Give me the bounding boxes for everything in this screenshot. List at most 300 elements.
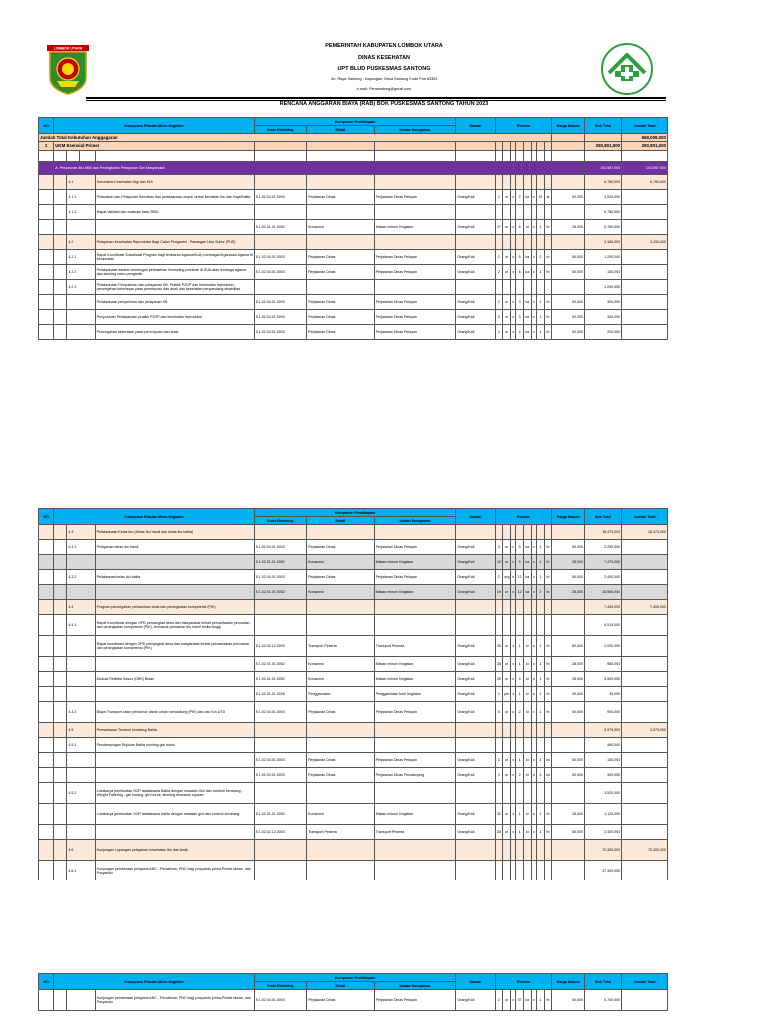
cell-kode-rekening bbox=[254, 175, 306, 190]
cell-rincian: 2 bbox=[516, 768, 524, 783]
cell-blank bbox=[39, 636, 54, 657]
cell-harga-satuan: 50,000 bbox=[552, 540, 585, 555]
cell-harga-satuan: 28,000 bbox=[552, 672, 585, 687]
cell-uraian bbox=[374, 600, 456, 615]
cell-rincian bbox=[503, 280, 511, 295]
cell-jumlah-total bbox=[622, 280, 668, 295]
cell-rincian: ka bbox=[523, 990, 531, 1011]
cell-rincian: x bbox=[510, 190, 515, 205]
cell-blank bbox=[39, 250, 54, 265]
cell-rincian: 1 bbox=[516, 753, 524, 768]
cell-harga-satuan bbox=[552, 235, 585, 250]
cell-satuan: Orang/Kali bbox=[456, 636, 495, 657]
cell-satuan: Orang/Kali bbox=[456, 265, 495, 280]
cell-rincian: x bbox=[531, 825, 536, 840]
cell-rincian: or bbox=[503, 753, 511, 768]
grand-total-value: 668,009,000 bbox=[622, 134, 668, 142]
cell-rincian: 1 bbox=[537, 265, 545, 280]
cell-rincian bbox=[523, 280, 531, 295]
cell-rincian: or bbox=[503, 657, 511, 672]
cell-blank bbox=[54, 540, 67, 555]
col-rincian: Rincian bbox=[495, 974, 552, 990]
cell-satuan bbox=[456, 738, 495, 753]
cell-rincian bbox=[503, 600, 511, 615]
cell-sub-total: 7,405,000 bbox=[585, 600, 622, 615]
cell-rincian: 1 bbox=[516, 804, 524, 825]
cell-item-no bbox=[67, 753, 95, 768]
cell-rincian: 35 bbox=[495, 657, 503, 672]
cell-satuan bbox=[456, 783, 495, 804]
cell-sub-total: 900,000 bbox=[585, 702, 622, 723]
cell-uraian bbox=[374, 738, 456, 753]
cell-sub-total: 3,520,000 bbox=[585, 783, 622, 804]
cell-blank bbox=[39, 702, 54, 723]
cell-rincian: 2 bbox=[495, 310, 503, 325]
cell-uraian: Perjalanan Dinas Pelayan bbox=[374, 570, 456, 585]
cell-rincian bbox=[537, 840, 545, 861]
cell-blank bbox=[54, 235, 67, 250]
cell-rincian bbox=[537, 861, 545, 881]
cell-rincian: ka bbox=[523, 540, 531, 555]
cell-item-no bbox=[67, 990, 95, 1011]
col-satuan: Satuan bbox=[456, 118, 495, 134]
col-jumlah-total: Jumlah Total bbox=[622, 509, 668, 525]
cell-rincian: pkt bbox=[503, 687, 511, 702]
cell-sub-total: 460,000 bbox=[585, 738, 622, 753]
col-jumlah-total: Jumlah Total bbox=[622, 974, 668, 990]
cell-rincian: ka bbox=[523, 570, 531, 585]
cell-rincian: kl bbox=[544, 190, 552, 205]
cell-rincian: ka bbox=[523, 555, 531, 570]
cell-satuan bbox=[456, 840, 495, 861]
cell-komponen: Biaya Transport calon pendonor darah untuk mendukung (PIK) dan dan Kin UTD bbox=[95, 702, 254, 723]
rab-table-page-1 bbox=[38, 117, 668, 415]
cell-satuan bbox=[456, 235, 495, 250]
cell-harga-satuan bbox=[552, 861, 585, 881]
program-total: 250,801,000 bbox=[622, 142, 668, 151]
cell-rincian bbox=[503, 783, 511, 804]
cell-harga-satuan: 28,000 bbox=[552, 804, 585, 825]
table-row bbox=[39, 250, 668, 265]
cell-satuan bbox=[456, 723, 495, 738]
cell-rincian: 2 bbox=[495, 295, 503, 310]
table-row bbox=[39, 687, 668, 702]
col-harga-satuan: Harga Satuan bbox=[552, 509, 585, 525]
table-row bbox=[39, 753, 668, 768]
cell-komponen bbox=[95, 555, 254, 570]
cell-rincian bbox=[537, 525, 545, 540]
cell-rincian bbox=[523, 783, 531, 804]
cell-rincian bbox=[516, 783, 524, 804]
cell-komponen: Pelacakan dan Pelaporan Kematian dan pelaksanaan otopsi verbal kematian Ibu dan Bayi/Balita bbox=[95, 190, 254, 205]
cell-blank bbox=[39, 295, 54, 310]
cell-rincian: kl bbox=[523, 804, 531, 825]
cell-item-no bbox=[67, 687, 95, 702]
cell-jumlah-total bbox=[622, 825, 668, 840]
cell-komponen: Kunjungan Lapangan pelayanan kesehatan Ibu dan Anak bbox=[95, 840, 254, 861]
cell-rincian: th bbox=[544, 825, 552, 840]
cell-rincian: 2 bbox=[537, 250, 545, 265]
cell-rincian: 1 bbox=[537, 540, 545, 555]
cell-satuan: Orang/Kali bbox=[456, 672, 495, 687]
table-row bbox=[39, 235, 668, 250]
cell-satuan bbox=[456, 600, 495, 615]
cell-rincian bbox=[544, 615, 552, 636]
table-row bbox=[39, 804, 668, 825]
cell-harga-satuan: 50,000 bbox=[552, 190, 585, 205]
cell-rincian: 2 bbox=[495, 265, 503, 280]
cell-rincian bbox=[495, 840, 503, 861]
cell-detail: Transport Peserta bbox=[307, 636, 375, 657]
cell-rincian: th bbox=[544, 540, 552, 555]
cell-rincian bbox=[523, 723, 531, 738]
cell-harga-satuan bbox=[552, 600, 585, 615]
cell-komponen bbox=[95, 657, 254, 672]
cell-rincian bbox=[495, 738, 503, 753]
cell-rincian: 1 bbox=[537, 555, 545, 570]
cell-rincian: kl bbox=[523, 768, 531, 783]
cell-rincian bbox=[537, 723, 545, 738]
cell-detail bbox=[307, 783, 375, 804]
cell-blank bbox=[54, 702, 67, 723]
cell-rincian: x bbox=[531, 768, 536, 783]
cell-uraian: Transport Peserta bbox=[374, 825, 456, 840]
cell-kode-rekening: 5.1.02.04.01.0003 bbox=[254, 702, 306, 723]
cell-blank bbox=[54, 753, 67, 768]
cell-rincian: x bbox=[531, 585, 536, 600]
cell-satuan: Orang/Kali bbox=[456, 250, 495, 265]
cell-blank bbox=[54, 672, 67, 687]
cell-detail: Perjalanan Dinas bbox=[307, 325, 375, 340]
gov-name: PEMERINTAH KABUPATEN LOMBOK UTARA bbox=[325, 43, 443, 49]
letterhead bbox=[0, 0, 768, 100]
cell-rincian: or bbox=[503, 190, 511, 205]
cell-rincian: ks bbox=[544, 768, 552, 783]
cell-rincian bbox=[523, 235, 531, 250]
cell-rincian bbox=[544, 600, 552, 615]
cell-blank bbox=[39, 753, 54, 768]
cell-rincian: x bbox=[531, 753, 536, 768]
cell-blank bbox=[54, 687, 67, 702]
cell-item-no: 4.4.1 bbox=[67, 615, 95, 636]
cell-rincian: or bbox=[503, 295, 511, 310]
cell-komponen: Pelaksanaan Kelas Ibu (Kelas Ibu hamil dan kelas ibu balita) bbox=[95, 525, 254, 540]
table-row bbox=[39, 295, 668, 310]
cell-rincian: 1 bbox=[516, 636, 524, 657]
cell-blank bbox=[54, 325, 67, 340]
cell-detail: Penggandaan bbox=[307, 687, 375, 702]
cell-rincian: ka bbox=[523, 295, 531, 310]
cell-rincian: or bbox=[503, 325, 511, 340]
cell-kode-rekening: 5.1.02.04.01.0003 bbox=[254, 295, 306, 310]
cell-blank bbox=[54, 190, 67, 205]
cell-detail bbox=[307, 235, 375, 250]
cell-rincian bbox=[544, 861, 552, 881]
cell-item-no bbox=[67, 825, 95, 840]
cell-harga-satuan bbox=[552, 175, 585, 190]
cell-blank bbox=[39, 804, 54, 825]
cell-uraian: Perjalanan Dinas Pelayan bbox=[374, 325, 456, 340]
cell-komponen bbox=[95, 687, 254, 702]
cell-rincian bbox=[544, 783, 552, 804]
cell-rincian: x bbox=[531, 325, 536, 340]
col-komponen: Komponen Rincian Menu Kegiatan bbox=[54, 974, 255, 990]
cell-rincian: kl bbox=[523, 220, 531, 235]
cell-item-no: 4.2.1 bbox=[67, 250, 95, 265]
cell-jumlah-total: 6,780,000 bbox=[622, 175, 668, 190]
section3-rows bbox=[39, 990, 668, 1011]
cell-item-no bbox=[67, 295, 95, 310]
col-no: NO bbox=[39, 118, 54, 134]
cell-rincian: or bbox=[503, 702, 511, 723]
cell-uraian bbox=[374, 861, 456, 881]
cell-rincian bbox=[495, 525, 503, 540]
cell-rincian: or bbox=[503, 768, 511, 783]
cell-rincian: ka bbox=[523, 250, 531, 265]
cell-blank bbox=[39, 723, 54, 738]
grand-total-label: Jumlah Total Kebutuhan Anggagaran bbox=[39, 134, 552, 142]
cell-rincian bbox=[516, 861, 524, 881]
col-detail: Detail bbox=[307, 126, 375, 134]
cell-rincian: 30 bbox=[495, 825, 503, 840]
cell-rincian: x bbox=[531, 702, 536, 723]
cell-rincian: 3 bbox=[537, 768, 545, 783]
cell-komponen: Kunjungan pemberaan pelayana ANC , Persalinan, PNC bagi posyandu prima,Prioita rawan, dan Posyandu bbox=[95, 990, 254, 1011]
cell-rincian bbox=[523, 615, 531, 636]
col-harga-satuan: Harga Satuan bbox=[552, 974, 585, 990]
cell-jumlah-total bbox=[622, 702, 668, 723]
cell-blank bbox=[39, 783, 54, 804]
cell-jumlah-total: 7,405,000 bbox=[622, 600, 668, 615]
table-row bbox=[39, 325, 668, 340]
cell-blank bbox=[39, 585, 54, 600]
cell-rincian: x bbox=[510, 657, 515, 672]
table-row bbox=[39, 220, 668, 235]
address: Jln. Raya Santong - Kayangan, Desa Santong Kode Pos 83353 bbox=[330, 77, 438, 81]
document-title: RENCANA ANGGARAN BIAYA (RAB) BOK PUSKESMAS SANTONG TAHUN 2023 bbox=[279, 101, 489, 107]
table-row bbox=[39, 265, 668, 280]
cell-rincian bbox=[503, 205, 511, 220]
cell-jumlah-total bbox=[622, 738, 668, 753]
cell-blank bbox=[39, 205, 54, 220]
cell-jumlah-total: 3,979,000 bbox=[622, 723, 668, 738]
cell-rincian: x bbox=[531, 265, 536, 280]
col-detail: Detail bbox=[307, 982, 375, 990]
cell-harga-satuan bbox=[552, 525, 585, 540]
col-rincian: Rincian bbox=[495, 509, 552, 525]
col-harga-satuan: Harga Satuan bbox=[552, 118, 585, 134]
cell-rincian: 2 bbox=[495, 570, 503, 585]
cell-rincian: x bbox=[510, 295, 515, 310]
cell-rincian: 2 bbox=[537, 585, 545, 600]
cell-rincian: kl bbox=[523, 636, 531, 657]
cell-satuan: Orang/Kali bbox=[456, 555, 495, 570]
cell-blank bbox=[39, 555, 54, 570]
table-row bbox=[39, 840, 668, 861]
cell-uraian: Makan minum Kegiatan bbox=[374, 585, 456, 600]
cell-rincian: x bbox=[510, 687, 515, 702]
cell-blank bbox=[54, 804, 67, 825]
cell-rincian bbox=[537, 600, 545, 615]
cell-item-no: 4.2 bbox=[67, 235, 95, 250]
cell-kode-rekening: 5.1.02.01.01.0052 bbox=[254, 585, 306, 600]
cell-rincian: x bbox=[510, 325, 515, 340]
cell-item-no: 4.6.1 bbox=[67, 861, 95, 881]
cell-blank bbox=[54, 738, 67, 753]
cell-harga-satuan: 50,000 bbox=[552, 702, 585, 723]
cell-kode-rekening: 5.1.02.04.01.0003 bbox=[254, 570, 306, 585]
cell-uraian: Penggandaan form kegiatan bbox=[374, 687, 456, 702]
cell-rincian: or bbox=[503, 672, 511, 687]
cell-detail bbox=[307, 525, 375, 540]
subprogram-label: A. Penurunan AKI AKB dan Peningkatan Pelayanan Gizi Masyarakat bbox=[54, 162, 552, 175]
cell-satuan: Orang/Kali bbox=[456, 657, 495, 672]
cell-satuan: Orang/Kali bbox=[456, 990, 495, 1011]
cell-rincian: th bbox=[544, 687, 552, 702]
cell-komponen bbox=[95, 220, 254, 235]
cell-rincian: 1 bbox=[516, 825, 524, 840]
cell-jumlah-total bbox=[622, 636, 668, 657]
cell-item-no: 4.4.2 bbox=[67, 702, 95, 723]
cell-rincian: kl bbox=[523, 687, 531, 702]
cell-komponen: Pelayanan kelas ibu hamil bbox=[95, 540, 254, 555]
cell-uraian: Makan minum Kegiatan bbox=[374, 804, 456, 825]
cell-rincian bbox=[495, 175, 503, 190]
cell-blank bbox=[39, 768, 54, 783]
cell-satuan bbox=[456, 175, 495, 190]
cell-kode-rekening: 5.1.02.01.01.0052 bbox=[254, 657, 306, 672]
cell-rincian: x bbox=[510, 825, 515, 840]
cell-rincian bbox=[516, 525, 524, 540]
cell-jumlah-total bbox=[622, 295, 668, 310]
cell-rincian bbox=[523, 840, 531, 861]
table-row bbox=[39, 768, 668, 783]
cell-rincian: x bbox=[510, 540, 515, 555]
table-row bbox=[39, 990, 668, 1011]
cell-uraian: Perjalanan Dinas Pelayan bbox=[374, 753, 456, 768]
cell-blank bbox=[54, 768, 67, 783]
cell-rincian: th bbox=[544, 325, 552, 340]
cell-rincian: x bbox=[510, 768, 515, 783]
cell-harga-satuan bbox=[552, 280, 585, 295]
table-row bbox=[39, 310, 668, 325]
cell-sub-total: 15,960,000 bbox=[585, 585, 622, 600]
col-uraian: Uraian Komponen bbox=[374, 982, 456, 990]
cell-item-no bbox=[67, 555, 95, 570]
cell-uraian: Perjalanan Dinas Pelayan bbox=[374, 310, 456, 325]
cell-rincian: 5 bbox=[516, 540, 524, 555]
cell-komponen: Kunjungan pemberaan pelayana ANC , Persalinan, PNC bagi posyandu prima,Prioita rawan, dan Posyandu bbox=[95, 861, 254, 881]
cell-rincian: 10 bbox=[537, 190, 545, 205]
cell-jumlah-total bbox=[622, 768, 668, 783]
cell-komponen: Lokakarya pembuatan SOP tatalaksana Balita dengan masalah Gizi dan tumbuh kembang : Weight Faltering , gizi kurang, gizi buruk, stunting termasuk rujukan bbox=[95, 783, 254, 804]
table-row bbox=[39, 585, 668, 600]
cell-uraian: Makan minum Kegiatan bbox=[374, 220, 456, 235]
cell-harga-satuan: 39,000 bbox=[552, 687, 585, 702]
cell-kode-rekening bbox=[254, 205, 306, 220]
cell-rincian bbox=[495, 615, 503, 636]
cell-uraian bbox=[374, 235, 456, 250]
cell-rincian: 1 bbox=[495, 753, 503, 768]
cell-item-no: 4.5 bbox=[67, 723, 95, 738]
cell-item-no: 4.3 bbox=[67, 525, 95, 540]
col-sub-total: Sub Total bbox=[585, 974, 622, 990]
table-row bbox=[39, 783, 668, 804]
cell-sub-total: 1,000,000 bbox=[585, 190, 622, 205]
cell-jumlah-total bbox=[622, 220, 668, 235]
col-no: NO bbox=[39, 509, 54, 525]
cell-satuan: Orang/Kali bbox=[456, 310, 495, 325]
cell-kode-rekening bbox=[254, 861, 306, 881]
cell-sub-total: 37,300,000 bbox=[585, 861, 622, 881]
cell-blank bbox=[39, 175, 54, 190]
cell-rincian: x bbox=[531, 310, 536, 325]
cell-satuan: Orang/Kali bbox=[456, 753, 495, 768]
cell-komponen bbox=[95, 768, 254, 783]
cell-rincian: 3 bbox=[516, 295, 524, 310]
cell-rincian: 5 bbox=[516, 555, 524, 570]
cell-satuan: Orang/Kali bbox=[456, 585, 495, 600]
cell-rincian: th bbox=[544, 555, 552, 570]
col-satuan: Satuan bbox=[456, 509, 495, 525]
cell-rincian bbox=[495, 723, 503, 738]
cell-harga-satuan: 28,000 bbox=[552, 585, 585, 600]
cell-detail: Perjalanan Dinas bbox=[307, 753, 375, 768]
cell-item-no bbox=[67, 325, 95, 340]
subprogram-total: 103,987,000 bbox=[622, 162, 668, 175]
cell-rincian: x bbox=[510, 570, 515, 585]
cell-rincian: 1 bbox=[495, 325, 503, 340]
cell-komponen: Pelayanan Kesehatan Reproduksi Bagi Calon Pengantin , Pasangan Usia Subur (PUS) bbox=[95, 235, 254, 250]
cell-blank bbox=[39, 570, 54, 585]
cell-uraian: Transport Peserta bbox=[374, 636, 456, 657]
cell-item-no: 4.1.1 bbox=[67, 190, 95, 205]
cell-rincian: 1 bbox=[537, 295, 545, 310]
cell-blank bbox=[54, 295, 67, 310]
cell-harga-satuan: 50,000 bbox=[552, 295, 585, 310]
grand-total-row bbox=[39, 134, 668, 142]
cell-satuan bbox=[456, 615, 495, 636]
cell-sub-total: 300,000 bbox=[585, 310, 622, 325]
cell-blank bbox=[54, 585, 67, 600]
cell-detail bbox=[307, 840, 375, 861]
table-row bbox=[39, 657, 668, 672]
cell-rincian: 1 bbox=[495, 768, 503, 783]
cell-harga-satuan bbox=[552, 738, 585, 753]
cell-rincian: x bbox=[510, 310, 515, 325]
cell-rincian bbox=[544, 175, 552, 190]
program-no: 1 bbox=[39, 142, 54, 151]
cell-komponen: Lokakarya pembuatan SOP tatalaksana balita dengan masalah gizi dan tumbuh kembang bbox=[95, 804, 254, 825]
cell-rincian bbox=[523, 738, 531, 753]
cell-item-no: 4.3.1 bbox=[67, 540, 95, 555]
cell-rincian bbox=[523, 861, 531, 881]
cell-item-no bbox=[67, 768, 95, 783]
cell-jumlah-total bbox=[622, 861, 668, 881]
cell-rincian bbox=[495, 600, 503, 615]
cell-satuan: Orang/Kali bbox=[456, 190, 495, 205]
subprogram-subtotal: 103,987,000 bbox=[585, 162, 622, 175]
cell-blank bbox=[54, 280, 67, 295]
cell-jumlah-total bbox=[622, 310, 668, 325]
cell-sub-total: 5,780,000 bbox=[585, 220, 622, 235]
cell-uraian bbox=[374, 783, 456, 804]
cell-rincian: or bbox=[503, 310, 511, 325]
cell-blank bbox=[39, 235, 54, 250]
cell-kode-rekening bbox=[254, 280, 306, 295]
table-row bbox=[39, 723, 668, 738]
cell-sub-total: 70,300,000 bbox=[585, 840, 622, 861]
